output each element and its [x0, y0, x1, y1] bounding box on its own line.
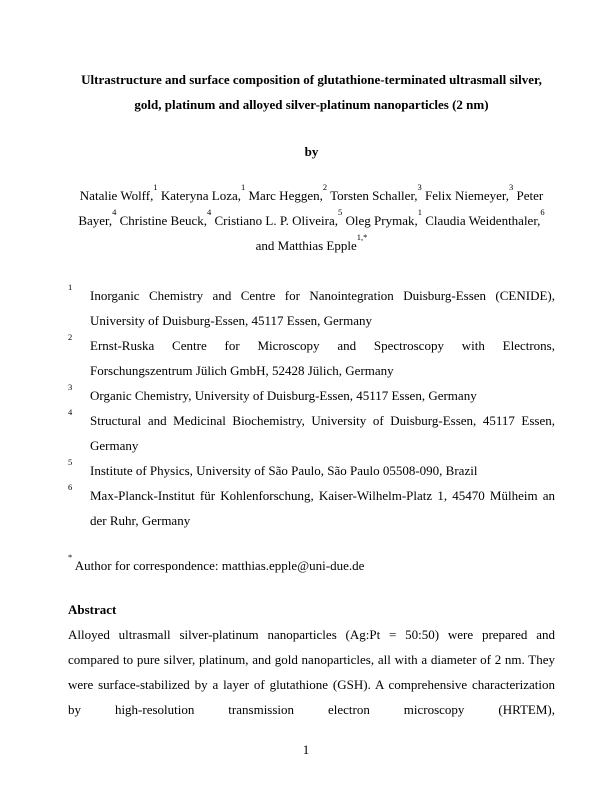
author-name: Claudia Weidenthaler,$^6$ [425, 206, 545, 228]
author-list [68, 183, 555, 258]
paper-title: Ultrastructure and surface composition of glutathione-terminated ultrasmall silver, gold, platinum and alloyed silver-platinum nanoparticles (2 nm) [81, 72, 542, 112]
correspondence-text: Author for correspondence: matthias.epple@uni-due.de [74, 558, 365, 573]
author-name: Kateryna Loza,$^1$ [160, 181, 246, 203]
author-affiliation-superscript: 5 [338, 206, 343, 217]
byline: by [304, 144, 319, 159]
author-affiliation-superscript: 3 [417, 181, 422, 192]
affiliation-item: $^4$Structural and Medicinal Biochemistry, University of Duisburg-Essen, 45117 Essen, Germany [68, 406, 555, 453]
correspondence-note [68, 553, 555, 578]
affiliation-text: Organic Chemistry, University of Duisburg-Essen, 45117 Essen, Germany [90, 388, 477, 403]
author-affiliation-superscript: 4 [207, 206, 212, 217]
affiliation-item: $^1$Inorganic Chemistry and Centre for Nanointegration Duisburg-Essen (CENIDE), University of Duisburg-Essen, 45117 Essen, Germany [68, 281, 555, 328]
author-name: Felix Niemeyer,$^3$ [425, 181, 514, 203]
affiliation-text: Structural and Medicinal Biochemistry, University of Duisburg-Essen, 45117 Essen, Germany [90, 413, 555, 453]
abstract-heading: Abstract [68, 602, 117, 617]
page-number: 1 [302, 742, 310, 757]
affiliation-item: $^5$Institute of Physics, University of São Paulo, São Paulo 05508-090, Brazil [68, 456, 478, 478]
affiliation-text: Ernst-Ruska Centre for Microscopy and Spectroscopy with Electrons, Forschungszentrum Jülich GmbH, 52428 Jülich, Germany [90, 338, 555, 378]
affiliation-text: Max-Planck-Institut für Kohlenforschung, Kaiser-Wilhelm-Platz 1, 45470 Mülheim an der Ruhr, Germany [90, 488, 555, 528]
affiliation-item: $^6$Max-Planck-Institut für Kohlenforschung, Kaiser-Wilhelm-Platz 1, 45470 Mülheim an der Ruhr, Germany [68, 481, 555, 528]
correspondence-marker: * [68, 551, 73, 562]
affiliation-item: $^3$Organic Chemistry, University of Duisburg-Essen, 45117 Essen, Germany [68, 381, 477, 403]
author-affiliation-superscript: 1,* [356, 231, 368, 242]
author-name: and Matthias Epple$^{1,*}$ [255, 231, 368, 253]
author-name: Peter Bayer,$^4$ [78, 188, 544, 228]
author-name: Oleg Prymak,$^1$ [345, 206, 422, 228]
author-affiliation-superscript: 3 [508, 181, 514, 192]
author-name: Torsten Schaller,$^3$ [330, 181, 422, 203]
author-affiliation-superscript: 6 [540, 206, 545, 217]
author-affiliation-superscript: 2 [322, 181, 328, 192]
author-name: Cristiano L. P. Oliveira,$^5$ [214, 206, 343, 228]
affiliation-list [68, 283, 555, 533]
author-name: Christine Beuck,$^4$ [119, 206, 212, 228]
author-affiliation-superscript: 1 [241, 181, 246, 192]
author-affiliation-superscript: 1 [153, 181, 158, 192]
author-name: Natalie Wolff,$^1$ [79, 181, 158, 203]
author-name: Marc Heggen,$^2$ [248, 181, 328, 203]
page-content [68, 67, 555, 722]
abstract-paragraph: Alloyed ultrasmall silver-platinum nanoparticles (Ag:Pt = 50:50) were prepared and compared to pure silver, platinum, and gold nanoparticles, all with a diameter of 2 nm. They were surface-stabilized by a layer of glutathione (GSH). A comprehensive characterization by high-resolution transmission electron microscopy (HRTEM), [68, 627, 555, 717]
affiliation-text: Institute of Physics, University of São Paulo, São Paulo 05508-090, Brazil [90, 463, 478, 478]
affiliation-text: Inorganic Chemistry and Centre for Nanointegration Duisburg-Essen (CENIDE), University of Duisburg-Essen, 45117 Essen, Germany [90, 288, 555, 328]
author-affiliation-superscript: 1 [417, 206, 422, 217]
affiliation-item: $^2$Ernst-Ruska Centre for Microscopy and Spectroscopy with Electrons, Forschungszentrum Jülich GmbH, 52428 Jülich, Germany [68, 331, 555, 378]
author-affiliation-superscript: 4 [112, 206, 117, 217]
